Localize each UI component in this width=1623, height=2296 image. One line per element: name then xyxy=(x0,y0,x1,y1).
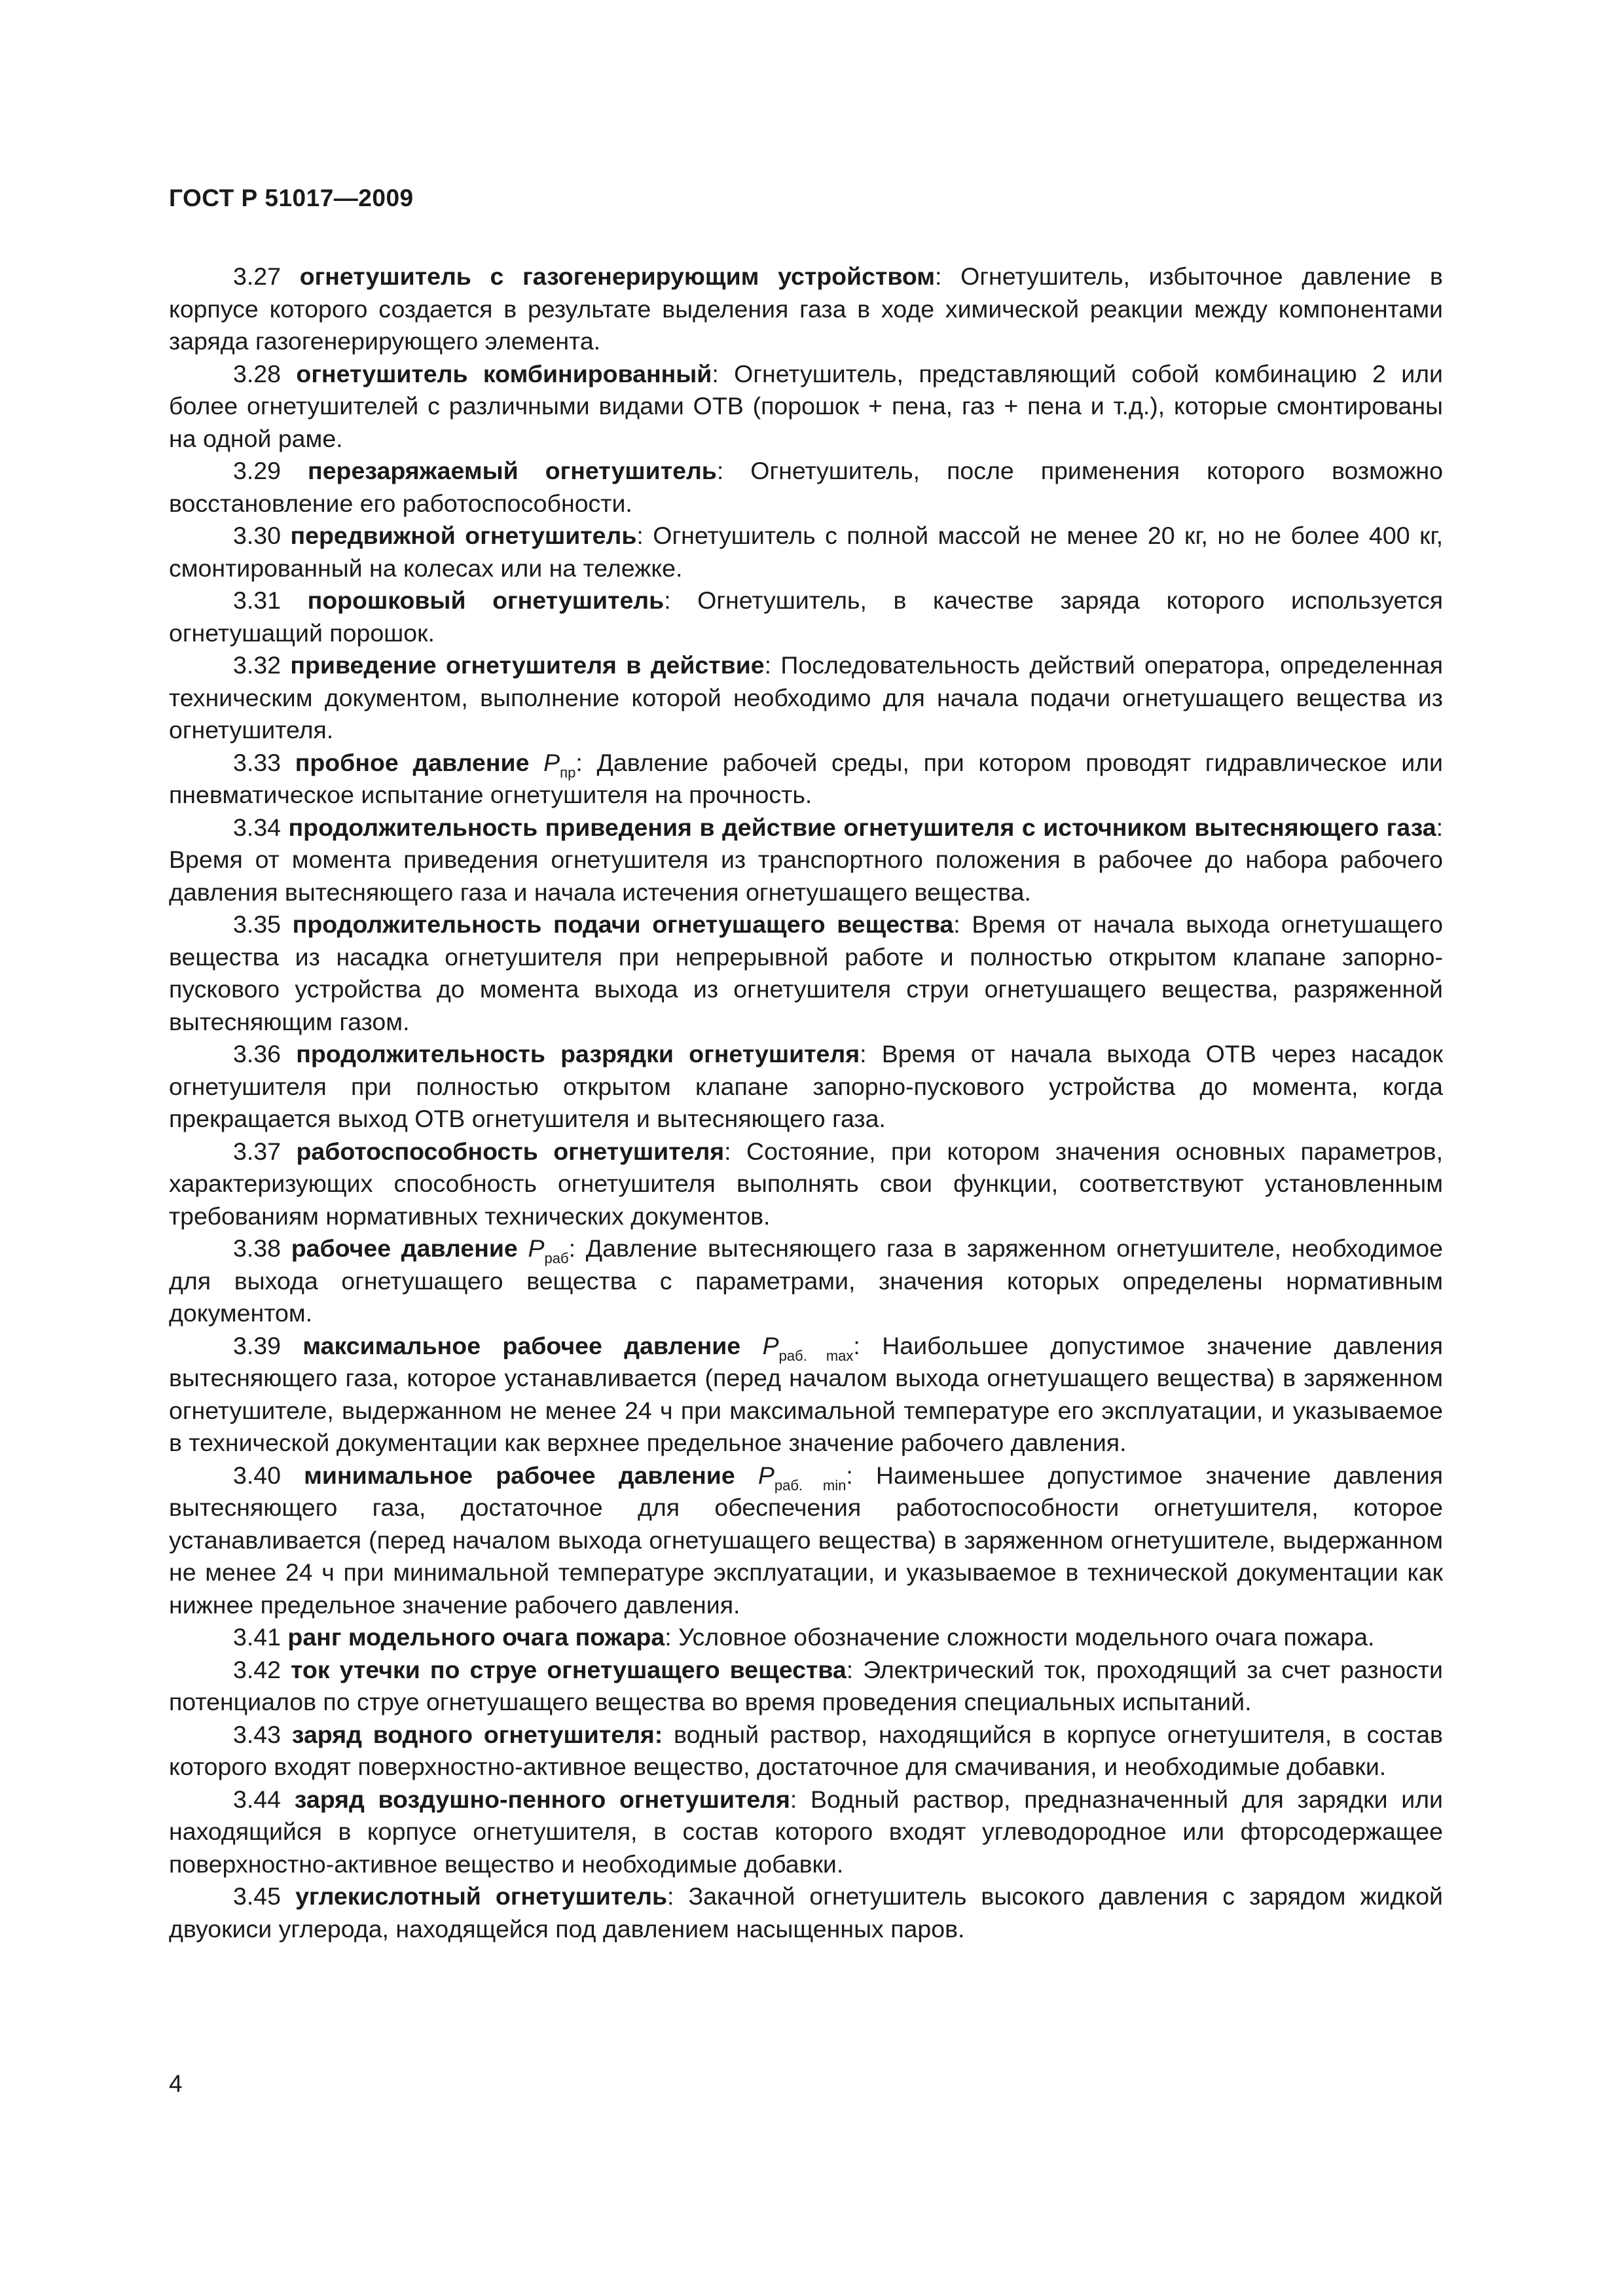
term-name: углекислотный огнетушитель xyxy=(295,1882,668,1910)
term-definition: Состояние, при котором значения основных параметров, характеризующих способность огнетушителя выполнять свои функции, соответствуют установленным требованиям нормативных технических документов. xyxy=(169,1137,1444,1230)
term-definition: Огнетушитель, после применения которого возможно восстановление его работоспособности. xyxy=(169,457,1443,517)
term-entry xyxy=(169,455,1443,520)
term-symbol: P xyxy=(762,1331,779,1359)
term-separator: : xyxy=(953,910,960,938)
term-name: ранг модельного очага пожара xyxy=(287,1623,665,1651)
term-number: 3.43 xyxy=(233,1720,281,1748)
term-number: 3.31 xyxy=(233,586,281,614)
term-name: заряд водного огнетушителя: xyxy=(291,1720,663,1748)
term-name: огнетушитель с газогенерирующим устройством xyxy=(299,262,936,290)
term-separator: : xyxy=(665,1623,672,1651)
term-number: 3.39 xyxy=(233,1331,281,1359)
term-definition: Время от начала выхода ОТВ через насадок огнетушителя при полностью открытом клапане запорно-пускового устройства до момента, когда прекращается выход ОТВ огнетушителя и вытесняющего газа. xyxy=(169,1040,1443,1132)
term-entry xyxy=(169,649,1443,747)
term-number: 3.38 xyxy=(233,1234,281,1262)
term-name: передвижной огнетушитель xyxy=(290,522,637,549)
term-separator: : xyxy=(790,1785,797,1813)
term-number: 3.27 xyxy=(233,262,281,290)
term-number: 3.35 xyxy=(233,910,281,938)
term-definition: Наибольшее допустимое значение давления вытесняющего газа, которое устанавливается (перед началом выхода огнетушащего вещества) в заряженном огнетушителе, выдержанном не менее 24 ч при максимальной температуре его эксплуатации, и указываемое в технической документации как верхнее предельное значение рабочего давления. xyxy=(169,1331,1444,1456)
term-definition: водный раствор, находящийся в корпусе огнетушителя, в состав которого входят поверхностно-активное вещество, достаточное для смачивания, и необходимые добавки. xyxy=(169,1720,1443,1780)
term-definition: Огнетушитель с полной массой не менее 20 кг, но не более 400 кг, смонтированный на колесах или на тележке. xyxy=(169,522,1443,582)
term-entry xyxy=(169,1880,1443,1945)
term-number: 3.33 xyxy=(233,748,281,776)
term-separator: : xyxy=(860,1040,867,1067)
term-entry xyxy=(169,1784,1443,1881)
term-definition: Закачной огнетушитель высокого давления с зарядом жидкой двуокиси углерода, находящейся под давлением насыщенных паров. xyxy=(169,1882,1444,1943)
term-separator: : xyxy=(724,1137,731,1165)
term-number: 3.41 xyxy=(233,1623,281,1651)
term-separator: : xyxy=(1436,813,1443,841)
term-name: заряд воздушно-пенного огнетушителя xyxy=(294,1785,790,1813)
term-number: 3.45 xyxy=(233,1882,281,1910)
document-code-header: ГОСТ Р 51017—2009 xyxy=(169,185,414,211)
term-separator: : xyxy=(664,586,671,614)
term-name: приведение огнетушителя в действие xyxy=(290,651,765,679)
term-number: 3.36 xyxy=(233,1040,281,1067)
term-definition: Наименьшее допустимое значение давления вытесняющего газа, достаточное для обеспечения работоспособности огнетушителя, которое устанавливается (перед началом выхода огнетушащего вещества) в заряженном огнетушителе, выдержанном не менее 24 ч при минимальной температуре эксплуатации, и указываемое в технической документации как нижнее предельное значение рабочего давления. xyxy=(169,1461,1443,1619)
page-number: 4 xyxy=(169,2070,183,2097)
terms-list xyxy=(169,260,1443,1945)
term-definition: Огнетушитель, в качестве заряда которого используется огнетушащий порошок. xyxy=(169,586,1444,647)
term-entry xyxy=(169,358,1443,456)
term-name: максимальное рабочее давление xyxy=(302,1331,741,1359)
term-entry xyxy=(169,1460,1443,1622)
term-number: 3.44 xyxy=(233,1785,281,1813)
term-entry xyxy=(169,1136,1443,1233)
term-name: огнетушитель комбинированный xyxy=(296,359,712,387)
term-separator: : xyxy=(636,522,644,549)
term-separator: : xyxy=(846,1655,854,1683)
term-separator: : xyxy=(575,748,583,776)
term-number: 3.40 xyxy=(233,1461,281,1489)
term-definition: Условное обозначение сложности модельного очага пожара. xyxy=(671,1623,1375,1651)
term-name: продолжительность разрядки огнетушителя xyxy=(296,1040,860,1067)
term-separator: : xyxy=(568,1234,575,1262)
term-definition: Время от начала выхода огнетушащего вещества из насадка огнетушителя при непрерывной работе и полностью открытом клапане запорно-пускового устройства до момента выхода из огнетушителя струи огнетушащего вещества, разряженной вытесняющим газом. xyxy=(169,910,1444,1035)
term-symbol: P xyxy=(757,1461,775,1489)
term-entry xyxy=(169,1330,1443,1460)
term-symbol-subscript: раб. max xyxy=(778,1347,854,1364)
term-name: продолжительность приведения в действие огнетушителя с источником вытесняющего газа xyxy=(288,813,1436,841)
term-symbol: P xyxy=(543,748,560,776)
term-entry xyxy=(169,747,1443,812)
term-symbol-subscript: пр xyxy=(560,764,576,781)
term-name: минимальное рабочее давление xyxy=(304,1461,735,1489)
term-entry xyxy=(169,908,1443,1038)
term-definition: Огнетушитель, представляющий собой комбинацию 2 или более огнетушителей с различными видами ОТВ (порошок + пена, газ + пена и т.д.), которые смонтированы на одной раме. xyxy=(169,359,1443,452)
term-definition: Огнетушитель, избыточное давление в корпусе которого создается в результате выделения газа в ходе химической реакции между компонентами заряда газогенерирующего элемента. xyxy=(169,262,1443,355)
term-entry xyxy=(169,1232,1443,1330)
term-entry xyxy=(169,1621,1443,1654)
term-definition: Время от момента приведения огнетушителя из транспортного положения в рабочее до набора рабочего давления вытесняющего газа и начала истечения огнетушащего вещества. xyxy=(169,846,1443,906)
term-number: 3.42 xyxy=(233,1655,281,1683)
term-separator: : xyxy=(846,1461,853,1489)
term-separator: : xyxy=(853,1331,860,1359)
term-entry xyxy=(169,260,1443,358)
term-name: продолжительность подачи огнетушащего вещества xyxy=(292,910,954,938)
term-definition: Электрический ток, проходящий за счет разности потенциалов по струе огнетушащего вещества во время проведения специальных испытаний. xyxy=(169,1655,1444,1715)
term-name: перезаряжаемый огнетушитель xyxy=(308,457,717,484)
term-number: 3.28 xyxy=(233,359,281,387)
term-separator: : xyxy=(935,262,942,290)
term-separator: : xyxy=(667,1882,674,1910)
term-entry xyxy=(169,520,1443,584)
term-separator: : xyxy=(764,651,772,679)
term-entry xyxy=(169,812,1443,909)
term-definition: Давление рабочей среды, при котором проводят гидравлическое или пневматическое испытание огнетушителя на прочность. xyxy=(169,748,1444,808)
term-number: 3.30 xyxy=(233,522,281,549)
term-separator: : xyxy=(712,359,719,387)
term-number: 3.32 xyxy=(233,651,281,679)
term-entry xyxy=(169,1038,1443,1136)
term-definition: Давление вытесняющего газа в заряженном огнетушителе, необходимое для выхода огнетушащего вещества с параметрами, значения которых определены нормативным документом. xyxy=(169,1234,1444,1327)
term-separator: : xyxy=(716,457,724,484)
term-number: 3.37 xyxy=(233,1137,281,1165)
term-name: ток утечки по струе огнетушащего вещества xyxy=(291,1655,847,1683)
term-number: 3.34 xyxy=(233,813,281,841)
term-entry xyxy=(169,584,1443,649)
term-name: работоспособность огнетушителя xyxy=(296,1137,725,1165)
term-symbol-subscript: раб. min xyxy=(774,1477,847,1494)
term-definition: Водный раствор, предназначенный для зарядки или находящийся в корпусе огнетушителя, в состав которого входят углеводородное или фторсодержащее поверхностно-активное вещество и необходимые добавки. xyxy=(169,1785,1443,1878)
term-name: рабочее давление xyxy=(291,1234,518,1262)
term-number: 3.29 xyxy=(233,457,281,484)
term-entry xyxy=(169,1654,1443,1719)
term-symbol: P xyxy=(528,1234,545,1262)
term-entry xyxy=(169,1719,1443,1784)
term-symbol-subscript: раб xyxy=(544,1250,569,1266)
term-name: пробное давление xyxy=(295,748,530,776)
term-name: порошковый огнетушитель xyxy=(307,586,665,614)
term-definition: Последовательность действий оператора, определенная техническим документом, выполнение которой необходимо для начала подачи огнетушащего вещества из огнетушителя. xyxy=(169,651,1443,744)
